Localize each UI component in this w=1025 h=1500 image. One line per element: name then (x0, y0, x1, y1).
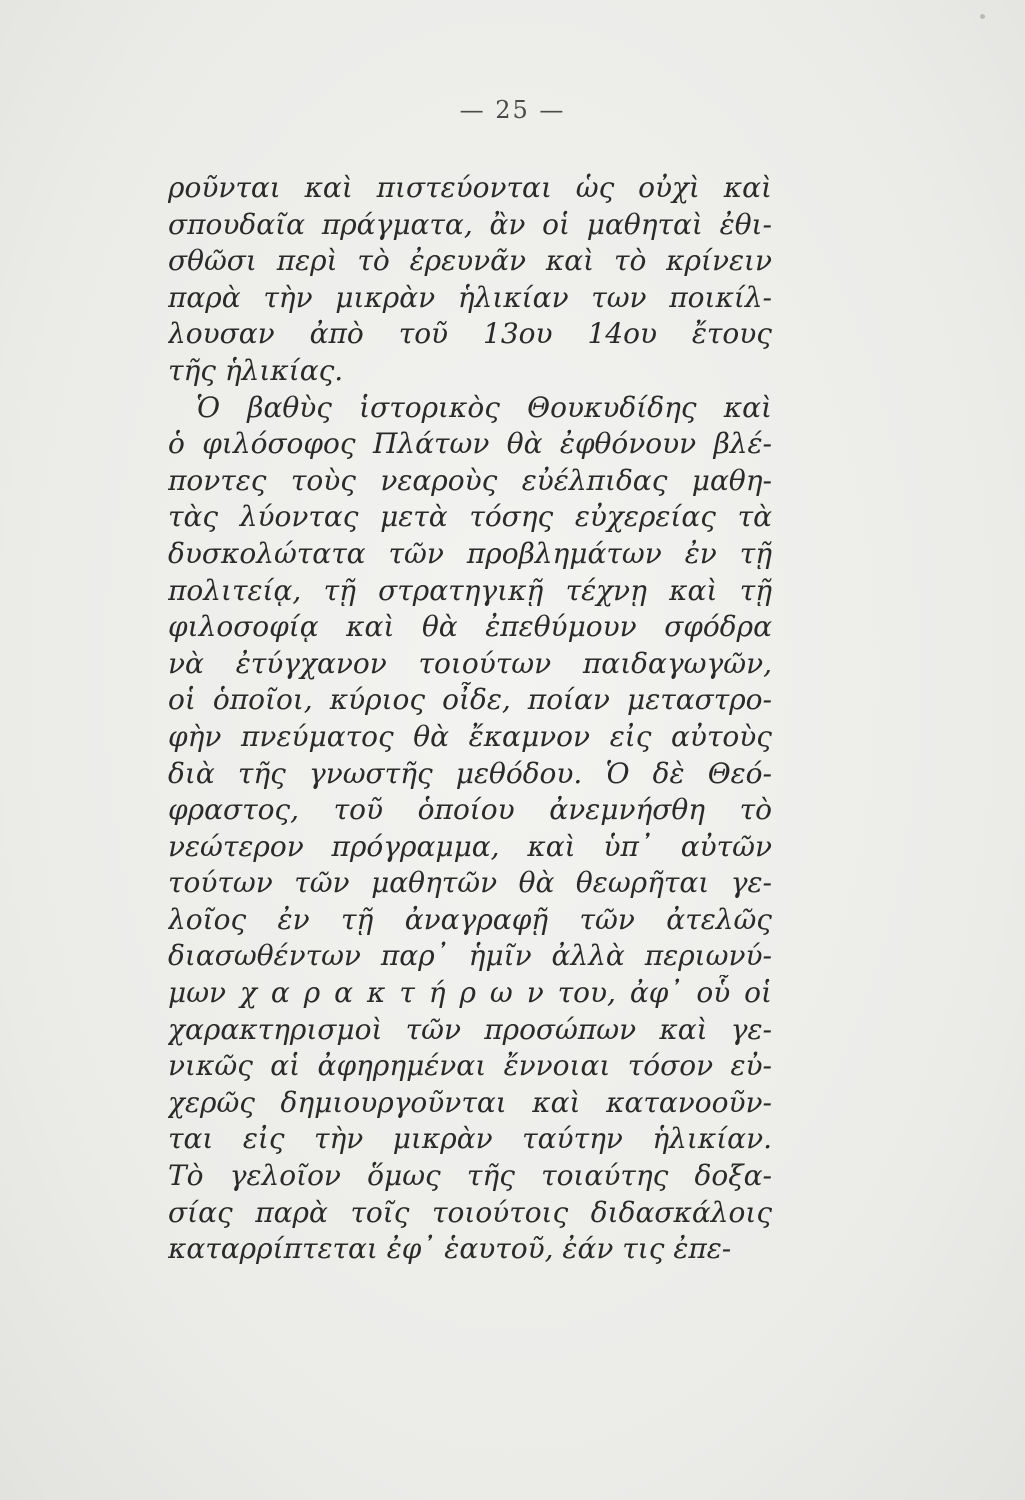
text-line: χαρακτηρισμοὶ τῶν προσώπων καὶ γε- (168, 1012, 772, 1046)
text-line: νὰ ἐτύγχανον τοιούτων παιδαγωγῶν, (168, 646, 772, 680)
text-line: δυσκολώτατα τῶν προβλημάτων ἐν τῇ (168, 536, 772, 570)
text-line: τὰς λύοντας μετὰ τόσης εὐχερείας τὰ (168, 500, 772, 534)
text-line: οἱ ὁποῖοι, κύριος οἶδε, ποίαν μεταστρο- (168, 683, 772, 717)
paragraph-first-line: Ὁ βαθὺς ἱστορικὸς Θουκυδίδης καὶ (196, 390, 772, 424)
text-line: νεώτερον πρόγραμμα, καὶ ὑπ᾽ αὐτῶν (168, 829, 772, 863)
page-number: — 25 — (459, 96, 566, 124)
text-line: ροῦνται καὶ πιστεύονται ὡς οὐχὶ καὶ (168, 171, 772, 204)
text-line: ται εἰς τὴν μικρὰν ταύτην ἡλικίαν. (168, 1122, 772, 1156)
text-line: λουσαν ἀπὸ τοῦ 13ου 14ου ἔτους (168, 317, 772, 351)
text-line: καταρρίπτεται ἐφ᾽ ἑαυτοῦ, ἐάν τις ἐπε- (168, 1232, 732, 1266)
text-line: σπουδαῖα πράγματα, ἂν οἱ μαθηταὶ ἐθι- (168, 207, 772, 241)
text-line: παρὰ τὴν μικρὰν ἡλικίαν των ποικίλ- (168, 280, 772, 314)
text-line: τῆς ἡλικίας. (168, 353, 344, 387)
text-line: χερῶς δημιουργοῦνται καὶ κατανοοῦν- (168, 1085, 772, 1119)
text-line: μων χ α ρ α κ τ ή ρ ω ν του, ἀφ᾽ οὗ οἱ (168, 976, 772, 1010)
text-line: σθῶσι περὶ τὸ ἐρευνᾶν καὶ τὸ κρίνειν (168, 244, 772, 278)
text-line: νικῶς αἱ ἀφηρημέναι ἔννοιαι τόσον εὐ- (168, 1049, 772, 1083)
text-line: σίας παρὰ τοῖς τοιούτοις διδασκάλοις (168, 1195, 772, 1229)
text-line: φραστος, τοῦ ὁποίου ἀνεμνήσθη τὸ (168, 793, 772, 827)
text-line: πολιτείᾳ, τῇ στρατηγικῇ τέχνῃ καὶ τῇ (168, 573, 772, 607)
body-text (168, 170, 772, 1268)
text-line: φὴν πνεύματος θὰ ἔκαμνον εἰς αὐτοὺς (168, 719, 772, 753)
text-line: φιλοσοφίᾳ καὶ θὰ ἐπεθύμουν σφόδρα (168, 610, 772, 644)
text-line: Τὸ γελοῖον ὅμως τῆς τοιαύτης δοξα- (168, 1159, 772, 1193)
text-line: ὁ φιλόσοφος Πλάτων θὰ ἐφθόνουν βλέ- (168, 427, 772, 461)
paper-speck (980, 14, 985, 19)
text-line: διασωθέντων παρ᾽ ἡμῖν ἀλλὰ περιωνύ- (168, 939, 772, 973)
text-line: ποντες τοὺς νεαροὺς εὐέλπιδας μαθη- (168, 463, 772, 497)
text-line: λοῖος ἐν τῇ ἀναγραφῇ τῶν ἀτελῶς (168, 902, 772, 936)
text-line: τούτων τῶν μαθητῶν θὰ θεωρῆται γε- (168, 866, 772, 900)
text-line: διὰ τῆς γνωστῆς μεθόδου. Ὁ δὲ Θεό- (168, 756, 772, 790)
